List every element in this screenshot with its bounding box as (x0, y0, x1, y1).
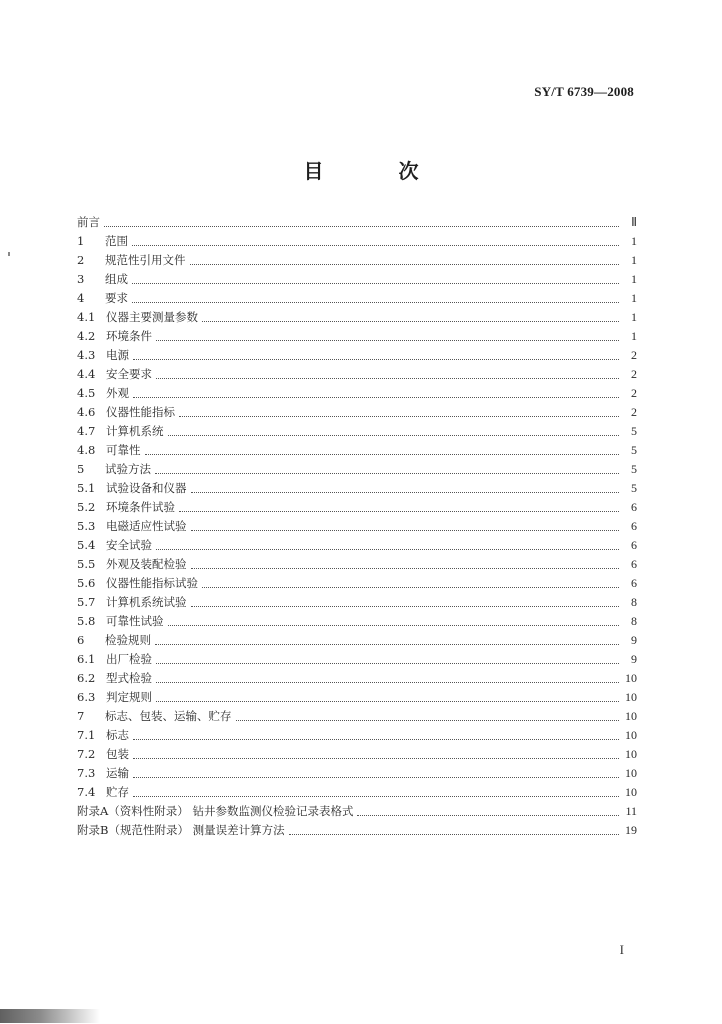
toc-entry-page: 1 (631, 272, 637, 286)
toc-entry-page: 6 (631, 500, 637, 514)
toc-entry-number: 5.6 (77, 576, 96, 590)
toc-dot-leader (145, 453, 620, 455)
toc-entry-page: 10 (625, 728, 637, 742)
toc-dot-leader (132, 282, 619, 284)
toc-entry[interactable] (77, 764, 637, 783)
toc-entry-label: 计算机系统 (106, 424, 164, 438)
toc-entry-label: 附录B（规范性附录） 测量误差计算方法 (77, 823, 285, 837)
toc-dot-leader (155, 472, 619, 474)
page-number: I (619, 942, 624, 957)
toc-entry-page: 1 (631, 253, 637, 267)
toc-entry-number: 7.3 (77, 766, 96, 780)
toc-entry-label: 电磁适应性试验 (106, 519, 187, 533)
toc-entry-page: 2 (631, 405, 637, 419)
toc-entry[interactable] (77, 631, 637, 650)
toc-entry-label: 安全试验 (106, 538, 152, 552)
toc-entry-number: 6.2 (77, 671, 96, 685)
toc-entry[interactable] (77, 365, 637, 384)
toc-entry-page: 10 (625, 671, 637, 685)
toc-entry-page: 1 (631, 234, 637, 248)
toc-entry-label: 外观 (106, 386, 129, 400)
toc-entry-label: 仪器性能指标 (106, 405, 175, 419)
toc-entry-number: 5.4 (77, 538, 96, 552)
toc-entry-page: 10 (625, 766, 637, 780)
toc-dot-leader (156, 339, 619, 341)
scan-artifact-dot (8, 252, 10, 256)
toc-dot-leader (179, 510, 619, 512)
toc-entry-page: 10 (625, 785, 637, 799)
table-of-contents (77, 213, 637, 840)
toc-dot-leader (202, 586, 619, 588)
toc-dot-leader (179, 415, 619, 417)
toc-entry-page: 2 (631, 386, 637, 400)
toc-dot-leader (132, 301, 619, 303)
toc-entry-page: 10 (625, 709, 637, 723)
toc-entry-page: 1 (631, 329, 637, 343)
toc-entry-page: 6 (631, 576, 637, 590)
toc-dot-leader (133, 738, 619, 740)
toc-entry-number: 4.3 (77, 348, 96, 362)
toc-dot-leader (104, 225, 619, 227)
toc-dot-leader (155, 643, 619, 645)
toc-entry-page: 6 (631, 557, 637, 571)
toc-entry[interactable] (77, 479, 637, 498)
toc-entry-label: 安全要求 (106, 367, 152, 381)
toc-entry-number: 5.2 (77, 500, 96, 514)
toc-entry[interactable] (77, 821, 637, 840)
toc-dot-leader (156, 662, 619, 664)
toc-entry[interactable] (77, 802, 637, 821)
toc-entry[interactable] (77, 574, 637, 593)
toc-dot-leader (191, 491, 620, 493)
toc-entry[interactable] (77, 745, 637, 764)
toc-entry-number: 5.8 (77, 614, 96, 628)
toc-entry-number: 4.1 (77, 310, 96, 324)
standard-number: SY/T 6739—2008 (534, 84, 634, 99)
toc-entry[interactable] (77, 270, 637, 289)
toc-entry-page: 11 (625, 804, 637, 818)
toc-entry-number: 7.2 (77, 747, 96, 761)
toc-entry-label: 计算机系统试验 (106, 595, 187, 609)
toc-entry[interactable] (77, 517, 637, 536)
toc-dot-leader (133, 795, 619, 797)
toc-dot-leader (156, 700, 619, 702)
toc-entry-page: 5 (631, 424, 637, 438)
toc-entry-label: 检验规则 (105, 633, 151, 647)
toc-entry-page: 6 (631, 538, 637, 552)
toc-entry[interactable] (77, 650, 637, 669)
toc-entry[interactable] (77, 707, 637, 726)
toc-entry-label: 试验设备和仪器 (106, 481, 187, 495)
toc-entry[interactable] (77, 441, 637, 460)
scan-artifact-strip (0, 1009, 100, 1023)
toc-entry-number: 4.2 (77, 329, 96, 343)
toc-entry-number: 5.3 (77, 519, 96, 533)
toc-entry-page: 1 (631, 310, 637, 324)
toc-entry[interactable] (77, 384, 637, 403)
toc-entry-label: 判定规则 (106, 690, 152, 704)
toc-dot-leader (190, 263, 620, 265)
toc-entry-page: 5 (631, 462, 637, 476)
toc-entry-number: 5.7 (77, 595, 96, 609)
toc-entry[interactable] (77, 327, 637, 346)
toc-entry-label: 可靠性 (106, 443, 141, 457)
toc-entry-number: 4.4 (77, 367, 96, 381)
toc-entry-number: 7 (77, 709, 85, 723)
toc-entry[interactable] (77, 251, 637, 270)
toc-entry-label: 范围 (105, 234, 128, 248)
toc-entry-label: 环境条件 (106, 329, 152, 343)
toc-entry-page: 10 (625, 747, 637, 761)
toc-dot-leader (156, 377, 619, 379)
toc-dot-leader (191, 567, 620, 569)
toc-entry-label: 要求 (105, 291, 128, 305)
toc-entry-number: 4.6 (77, 405, 96, 419)
toc-entry-label: 组成 (105, 272, 128, 286)
toc-entry-number: 1 (77, 234, 85, 248)
toc-entry-label: 附录A（资料性附录） 钻井参数监测仪检验记录表格式 (77, 804, 354, 818)
toc-dot-leader (191, 529, 620, 531)
toc-entry-page: 1 (631, 291, 637, 305)
toc-entry-label: 环境条件试验 (106, 500, 175, 514)
toc-entry-number: 7.4 (77, 785, 96, 799)
toc-dot-leader (133, 776, 619, 778)
toc-entry-page: 5 (631, 443, 637, 457)
toc-dot-leader (133, 358, 619, 360)
toc-dot-leader (168, 434, 620, 436)
toc-entry[interactable] (77, 308, 637, 327)
toc-entry-label: 出厂检验 (106, 652, 152, 666)
toc-entry-label: 仪器性能指标试验 (106, 576, 198, 590)
toc-entry[interactable] (77, 289, 637, 308)
toc-entry-page: 19 (625, 823, 637, 837)
toc-entry-page: 2 (631, 367, 637, 381)
toc-entry-number: 5.1 (77, 481, 96, 495)
toc-entry[interactable] (77, 612, 637, 631)
toc-entry[interactable] (77, 536, 637, 555)
toc-entry-page: 10 (625, 690, 637, 704)
page-title: 目 次 (303, 159, 453, 183)
toc-entry[interactable] (77, 232, 637, 251)
toc-dot-leader (133, 396, 619, 398)
toc-entry[interactable] (77, 726, 637, 745)
toc-dot-leader (156, 681, 619, 683)
toc-dot-leader (202, 320, 619, 322)
toc-dot-leader (236, 719, 620, 721)
toc-entry-label: 型式检验 (106, 671, 152, 685)
toc-entry-number: 4.8 (77, 443, 96, 457)
toc-entry-page: 9 (631, 652, 637, 666)
toc-entry-page: 9 (631, 633, 637, 647)
toc-entry[interactable] (77, 669, 637, 688)
toc-entry[interactable] (77, 555, 637, 574)
toc-entry-number: 6.3 (77, 690, 96, 704)
toc-entry-number: 6 (77, 633, 85, 647)
toc-entry-number: 4 (77, 291, 85, 305)
toc-dot-leader (191, 605, 620, 607)
toc-entry-label: 可靠性试验 (106, 614, 164, 628)
toc-entry[interactable] (77, 498, 637, 517)
toc-entry-page: 2 (631, 348, 637, 362)
toc-dot-leader (289, 833, 619, 835)
toc-dot-leader (156, 548, 619, 550)
toc-entry-page: 5 (631, 481, 637, 495)
toc-entry-label: 仪器主要测量参数 (106, 310, 198, 324)
toc-entry-label: 运输 (106, 766, 129, 780)
toc-entry-page: Ⅱ (631, 215, 637, 229)
toc-entry-number: 3 (77, 272, 85, 286)
toc-entry-number: 4.7 (77, 424, 96, 438)
toc-entry-label: 规范性引用文件 (105, 253, 186, 267)
toc-entry-label: 标志 (106, 728, 129, 742)
toc-entry-number: 4.5 (77, 386, 96, 400)
toc-dot-leader (133, 757, 619, 759)
toc-entry[interactable] (77, 688, 637, 707)
toc-entry-label: 前言 (77, 215, 100, 229)
toc-entry[interactable] (77, 422, 637, 441)
toc-entry-number: 2 (77, 253, 85, 267)
toc-entry-label: 试验方法 (105, 462, 151, 476)
toc-entry-number: 7.1 (77, 728, 96, 742)
toc-entry[interactable] (77, 593, 637, 612)
toc-entry-number: 5 (77, 462, 85, 476)
toc-entry-label: 包装 (106, 747, 129, 761)
toc-dot-leader (357, 814, 619, 816)
toc-entry-page: 6 (631, 519, 637, 533)
toc-entry-number: 5.5 (77, 557, 96, 571)
toc-entry[interactable] (77, 783, 637, 802)
toc-entry[interactable] (77, 403, 637, 422)
toc-entry-label: 外观及装配检验 (106, 557, 187, 571)
toc-entry-page: 8 (631, 614, 637, 628)
toc-entry-label: 标志、包装、运输、贮存 (105, 709, 232, 723)
toc-entry[interactable] (77, 460, 637, 479)
toc-dot-leader (168, 624, 620, 626)
toc-entry-number: 6.1 (77, 652, 96, 666)
toc-entry-page: 8 (631, 595, 637, 609)
toc-entry-label: 电源 (106, 348, 129, 362)
toc-entry[interactable] (77, 213, 637, 232)
toc-entry-label: 贮存 (106, 785, 129, 799)
toc-dot-leader (132, 244, 619, 246)
toc-entry[interactable] (77, 346, 637, 365)
